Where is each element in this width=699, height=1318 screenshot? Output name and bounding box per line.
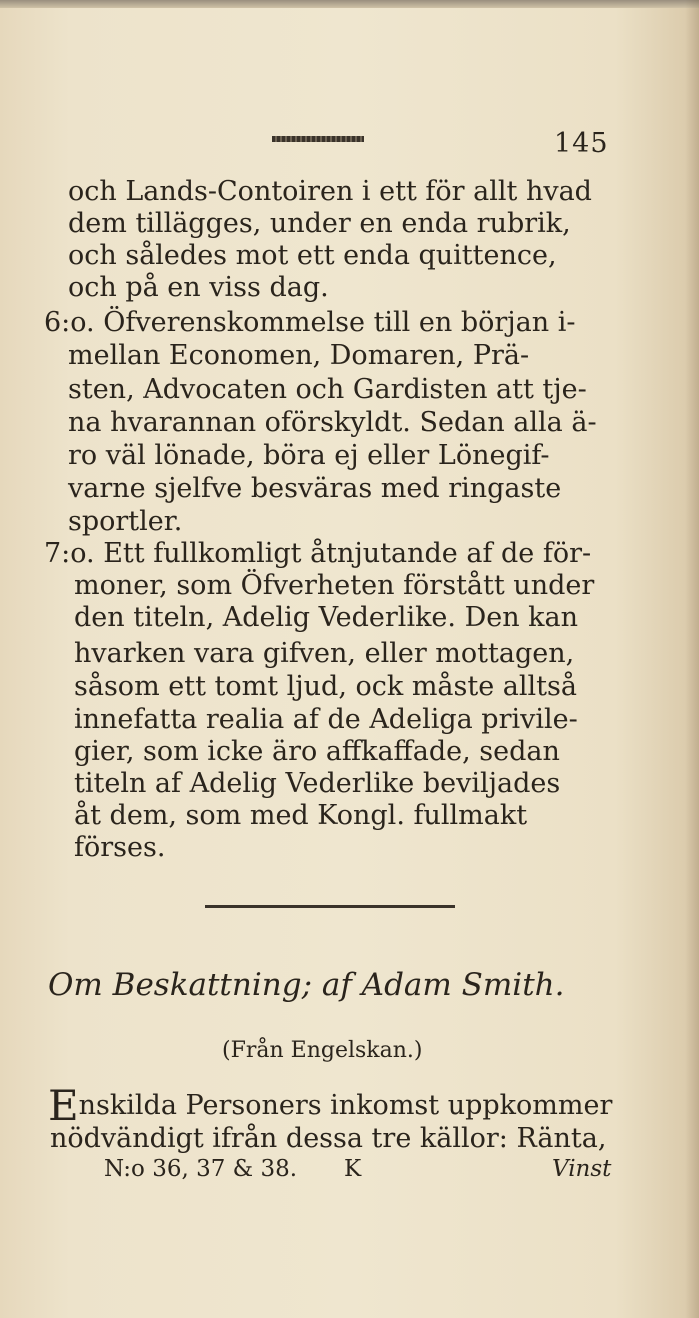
text-line: förses. xyxy=(74,832,166,863)
text-line: åt dem, som med Kongl. fullmakt xyxy=(74,800,528,831)
page-number: 145 xyxy=(554,128,609,159)
text-line: sten, Advocaten och Gardisten att tje- xyxy=(68,374,587,405)
text-line: gier, som icke äro affkaffade, sedan xyxy=(74,736,560,767)
text-line: och Lands-Contoiren i ett för allt hvad xyxy=(68,176,592,207)
text-line: innefatta realia af de Adeliga privile- xyxy=(74,704,578,735)
text-line: ro väl lönade, böra ej eller Lönegif- xyxy=(68,440,550,471)
text-line: varne sjelfve besväras med ringaste xyxy=(68,473,562,504)
text-line: den titeln, Adelig Vederlike. Den kan xyxy=(74,602,579,633)
text-line: moner, som Öfverheten förstått under xyxy=(74,570,595,601)
page-top-edge xyxy=(0,0,699,8)
footer-number-label: N:o 36, 37 & 38. xyxy=(104,1156,298,1182)
body-line: nödvändigt ifrån dessa tre källor: Ränta, xyxy=(50,1123,607,1154)
text-line: mellan Economen, Domaren, Prä- xyxy=(68,340,530,371)
text-line: och således mot ett enda quittence, xyxy=(68,240,557,271)
text-line: sportler. xyxy=(68,506,183,537)
header-ornament-rule xyxy=(272,136,364,142)
drop-cap: E xyxy=(48,1081,79,1130)
text-line: såsom ett tomt ljud, ock måste alltså xyxy=(74,671,577,702)
text-line: hvarken vara gifven, eller mottagen, xyxy=(74,638,575,669)
text-line: titeln af Adelig Vederlike beviljades xyxy=(74,768,561,799)
page-right-shadow xyxy=(685,0,699,1318)
section-subheading: (Från Engelskan.) xyxy=(222,1038,423,1063)
body-line: Enskilda Personers inkomst uppkommer xyxy=(48,1081,613,1130)
text-line: och på en viss dag. xyxy=(68,272,329,303)
section-divider-rule xyxy=(205,905,455,908)
text-line: 6:o. Öfverenskommelse till en början i- xyxy=(44,307,576,338)
text-line: dem tillägges, under en enda rubrik, xyxy=(68,208,571,239)
text-line: 7:o. Ett fullkomligt åtnjutande af de för- xyxy=(44,538,592,569)
text-line: na hvarannan oförskyldt. Sedan alla ä- xyxy=(68,407,597,438)
footer-catchword: Vinst xyxy=(552,1156,612,1182)
section-heading: Om Beskattning; af Adam Smith. xyxy=(48,967,565,1003)
footer-signature: K xyxy=(344,1156,362,1182)
